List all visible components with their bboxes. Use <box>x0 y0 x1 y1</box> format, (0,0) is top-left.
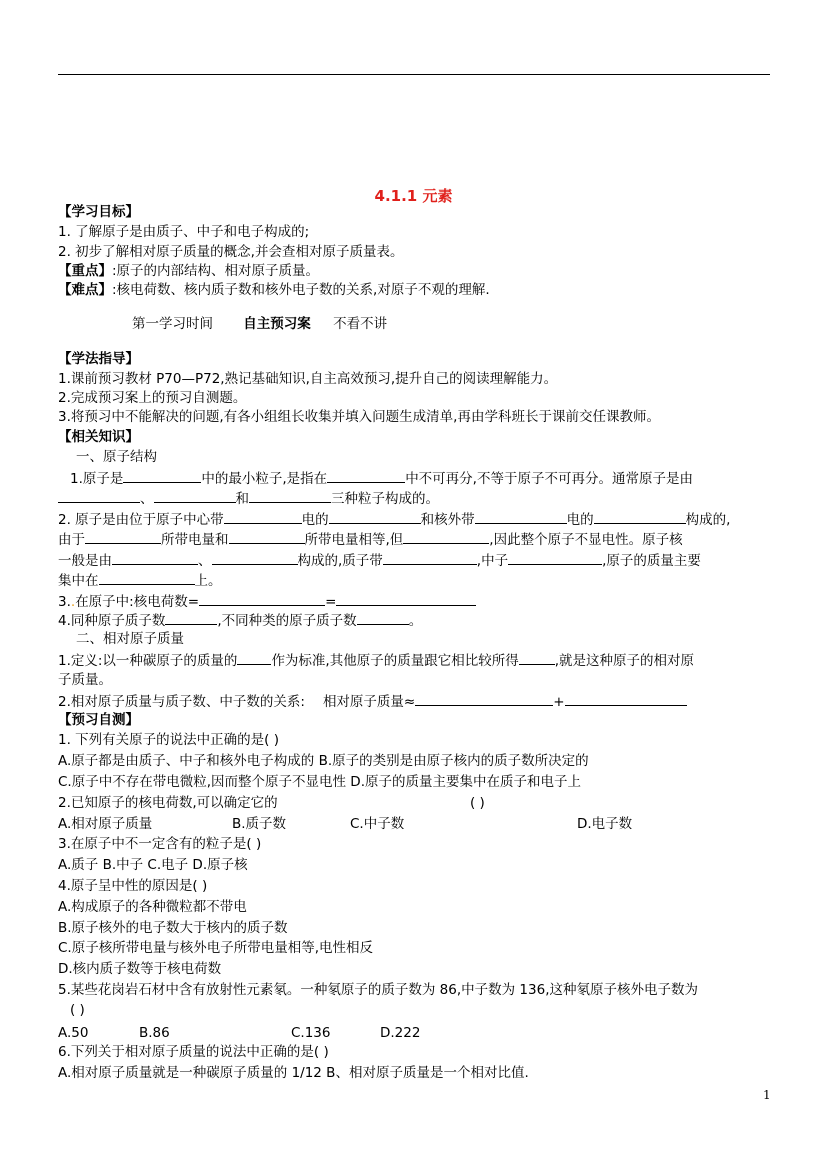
definition-line1: 1.定义:以一种碳原子的质量的 作为标准,其他原子的质量跟它相比较所得 ,就是这种原子的相对原 <box>58 653 695 669</box>
relation-line: 2.相对原子质量与质子数、中子数的关系: 相对原子质量≈ + <box>58 692 687 711</box>
definition-line2: 子质量。 <box>58 672 112 688</box>
study-time-line: 第一学习时间 自主预习案 不看不讲 <box>132 316 388 332</box>
goal-1: 1. 了解原子是由质子、中子和电子构成的; <box>58 224 310 240</box>
goals-heading: 【学习目标】 <box>58 204 139 220</box>
page-number: 1 <box>763 1088 771 1102</box>
question-2-option-d: D.电子数 <box>577 816 633 832</box>
knowledge-3: 3..在原子中:核电荷数= = <box>58 592 476 611</box>
question-2: 2.已知原子的核电荷数,可以确定它的 <box>58 795 278 811</box>
goal-2: 2. 初步了解相对原子质量的概念,并会查相对原子质量表。 <box>58 244 404 260</box>
question-4-option-c: C.原子核所带电量与核外电子所带电量相等,电性相反 <box>58 940 374 956</box>
knowledge-1-line2: 、 和 三种粒子构成的。 <box>58 489 439 508</box>
difficult-point: 【难点】:核电荷数、核内质子数和核外电子数的关系,对原子不观的理解. <box>58 282 490 298</box>
page-title: 4.1.1 元素 <box>374 187 453 205</box>
question-2-option-c: C.中子数 <box>350 816 405 832</box>
question-1: 1. 下列有关原子的说法中正确的是( ) <box>58 732 279 748</box>
subheading-relative-mass: 二、相对原子质量 <box>76 631 184 647</box>
question-5-option-b: B.86 <box>139 1025 170 1041</box>
question-1-options-ab: A.原子都是由质子、中子和核外电子构成的 B.原子的类别是由原子核内的质子数所决定的 <box>58 753 589 769</box>
method-heading: 【学法指导】 <box>58 351 139 367</box>
question-4-option-a: A.构成原子的各种微粒都不带电 <box>58 899 247 915</box>
knowledge-2-line2: 由于 所带电量和 所带电量相等,但 ,因此整个原子不显电性。原子核 <box>58 532 683 548</box>
question-5-paren: ( ) <box>70 1002 85 1018</box>
question-4: 4.原子呈中性的原因是( ) <box>58 878 208 894</box>
question-4-option-d: D.核内质子数等于核电荷数 <box>58 961 222 977</box>
knowledge-heading: 【相关知识】 <box>58 429 139 445</box>
question-2-option-b: B.质子数 <box>232 816 287 832</box>
question-1-options-cd: C.原子中不存在带电微粒,因而整个原子不显电性 D.原子的质量主要集中在质子和电子上 <box>58 774 581 790</box>
method-3: 3.将预习中不能解决的问题,有各小组组长收集并填入问题生成清单,再由学科班长于课前交任课教师。 <box>58 409 660 425</box>
key-point: 【重点】:原子的内部结构、相对原子质量。 <box>58 263 320 279</box>
test-heading: 【预习自测】 <box>58 712 139 728</box>
question-6: 6.下列关于相对原子质量的说法中正确的是( ) <box>58 1044 329 1060</box>
question-5-option-d: D.222 <box>380 1025 421 1041</box>
knowledge-2-line1: 2. 原子是由位于原子中心带 电的 和核外带 电的 构成的, <box>58 512 731 528</box>
question-5: 5.某些花岗岩石材中含有放射性元素氡。一种氡原子的质子数为 86,中子数为 136,这种氡原子核外电子数为 <box>58 982 698 998</box>
method-1: 1.课前预习教材 P70—P72,熟记基础知识,自主高效预习,提升自己的阅读理解能力。 <box>58 371 558 387</box>
question-3-options: A.质子 B.中子 C.电子 D.原子核 <box>58 857 248 873</box>
question-5-option-a: A.50 <box>58 1025 89 1041</box>
question-6-options: A.相对原子质量就是一种碳原子质量的 1/12 B、相对原子质量是一个相对比值. <box>58 1065 529 1081</box>
knowledge-2-line4: 集中在 上。 <box>58 573 222 589</box>
knowledge-2-line3: 一般是由 、 构成的,质子带 ,中子 ,原子的质量主要 <box>58 553 701 569</box>
question-2-option-a: A.相对原子质量 <box>58 816 153 832</box>
question-2-paren: ( ) <box>470 795 485 811</box>
question-4-option-b: B.原子核外的电子数大于核内的质子数 <box>58 920 288 936</box>
method-2: 2.完成预习案上的预习自测题。 <box>58 390 247 406</box>
question-5-option-c: C.136 <box>291 1025 331 1041</box>
subheading-atom-structure: 一、原子结构 <box>76 449 157 465</box>
knowledge-4: 4.同种原子质子数 ,不同种类的原子质子数 。 <box>58 613 423 629</box>
knowledge-1-line1: 1.原子是 中的最小粒子,是指在 中不可再分,不等于原子不可再分。通常原子是由 <box>70 471 693 487</box>
header-rule <box>58 74 770 75</box>
question-3: 3.在原子中不一定含有的粒子是( ) <box>58 836 262 852</box>
